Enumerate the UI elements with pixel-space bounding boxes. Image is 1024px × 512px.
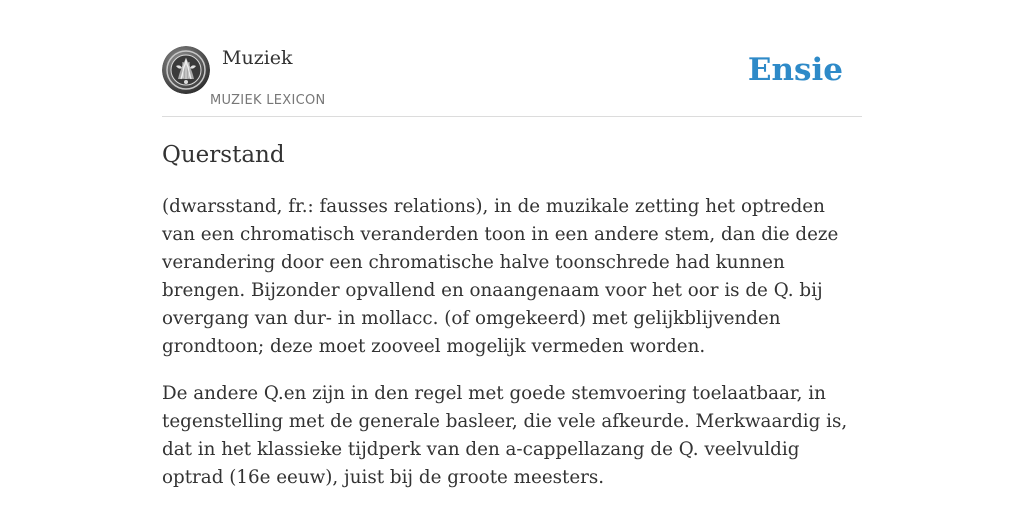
article-title: Querstand [162,142,285,168]
article-content [162,140,862,492]
article-paragraph-2: De andere Q.en zijn in den regel met goede stemvoering toelaatbaar, in tegenstelling met de generale basleer, die vele afkeurde. Merkwaardig is, dat in het klassieke tijdperk van den a-cappellazang de Q. veelvuldig optrad (16e eeuw), juist bij de groote meesters. [162,383,848,488]
article-header [162,46,862,117]
article-paragraph-1: (dwarsstand, fr.: fausses relations), in de muzikale zetting het optreden van een chromatisch veranderden toon in een andere stem, dan die deze verandering door een chromatische halve toonschrede had kunnen brengen. Bijzonder opvallend en onaangenaam voor het oor is de Q. bij overgang van dur- in mollacc. (of omgekeerd) met gelijkblijvenden grondtoon; deze moet zooveel mogelijk vermeden worden. [162,196,839,357]
lexicon-subtitle[interactable]: MUZIEK LEXICON [210,93,326,108]
category-title[interactable]: Muziek [222,47,293,69]
ensie-logo-link[interactable]: Ensie [747,52,843,88]
music-emblem-icon[interactable] [162,46,210,94]
